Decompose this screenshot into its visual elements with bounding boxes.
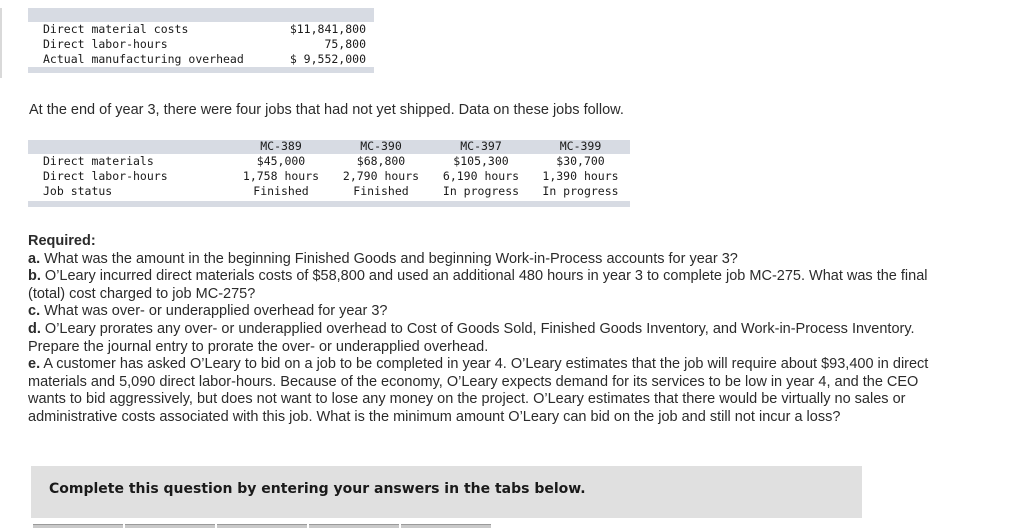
column-header-mc-397: MC-397 bbox=[460, 139, 502, 153]
row-label: Direct labor-hours bbox=[43, 37, 168, 51]
question-e bbox=[28, 356, 958, 426]
table-row bbox=[28, 37, 374, 52]
question-c bbox=[28, 303, 958, 321]
table-cell: Finished bbox=[253, 184, 309, 198]
row-label: Actual manufacturing overhead bbox=[43, 52, 244, 66]
table-cell: 1,758 hours bbox=[242, 169, 320, 183]
question-letter: b. bbox=[28, 268, 41, 285]
row-value: $ 9,552,000 bbox=[289, 52, 366, 66]
table-header-band bbox=[28, 8, 374, 22]
tab-required-b[interactable] bbox=[125, 524, 215, 528]
question-b bbox=[28, 268, 958, 303]
question-text: What was the amount in the beginning Finished Goods and beginning Work-in-Process accounts for year 3? bbox=[44, 250, 738, 267]
column-header-mc-390: MC-390 bbox=[360, 139, 402, 153]
table-footer-band bbox=[28, 67, 374, 73]
table-cell: Finished bbox=[353, 184, 409, 198]
tab-required-d[interactable] bbox=[309, 524, 399, 528]
row-value: 75,800 bbox=[324, 37, 366, 51]
jobs-table bbox=[28, 140, 630, 207]
table-cell: $105,300 bbox=[453, 154, 509, 168]
table-cell: 6,190 hours bbox=[442, 169, 520, 183]
row-label: Direct labor-hours bbox=[43, 169, 168, 183]
left-edge-rule bbox=[0, 8, 2, 78]
question-letter: a. bbox=[28, 250, 41, 267]
tab-required-c[interactable] bbox=[217, 524, 307, 528]
row-value: $11,841,800 bbox=[289, 22, 366, 36]
table-cell: 2,790 hours bbox=[342, 169, 420, 183]
intro-text: At the end of year 3, there were four jobs that had not yet shipped. Data on these jobs follow. bbox=[29, 102, 624, 118]
required-section bbox=[28, 233, 958, 427]
question-letter: d. bbox=[28, 320, 41, 337]
table-cell: In progress bbox=[542, 184, 619, 198]
cost-summary-table bbox=[28, 8, 374, 73]
table-row bbox=[28, 184, 630, 199]
question-d bbox=[28, 321, 958, 356]
table-row bbox=[28, 52, 374, 67]
question-text: O’Leary prorates any over- or underapplied overhead to Cost of Goods Sold, Finished Goods Inventory, and Work-in-Process Inventory. Prepare the journal entry to prorate the over- or underapplied overhead. bbox=[28, 320, 915, 355]
question-text: What was over- or underapplied overhead for year 3? bbox=[44, 303, 388, 320]
question-text: A customer has asked O’Leary to bid on a job to be completed in year 4. O’Leary estimates that the job will require about $93,400 in direct materials and 5,090 direct labor-hours. Because of the economy, O’Leary expects demand for its services to be low in year 4, and the CEO wants to bid aggressively, but does not want to lose any money on the project. O’Leary estimates that there would be virtually no sales or administrative costs associated with this job. What is the minimum amount O’Leary can bid on the job and still not incur a loss? bbox=[28, 356, 929, 425]
tab-required-e[interactable] bbox=[401, 524, 491, 528]
table-row bbox=[28, 22, 374, 37]
question-letter: c. bbox=[28, 303, 41, 320]
question-letter: e. bbox=[28, 356, 41, 373]
tab-required-a[interactable] bbox=[33, 524, 123, 528]
question-a bbox=[28, 251, 958, 269]
table-cell: 1,390 hours bbox=[542, 169, 619, 183]
answer-tabs bbox=[33, 524, 491, 528]
table-cell: $45,000 bbox=[256, 154, 306, 168]
table-footer-band bbox=[28, 201, 630, 207]
row-label: Direct material costs bbox=[43, 22, 189, 36]
table-row bbox=[28, 169, 630, 184]
question-text: O’Leary incurred direct materials costs of $58,800 and used an additional 480 hours in year 3 to complete job MC-275. What was the final (total) cost charged to job MC-275? bbox=[28, 268, 928, 302]
instruction-box bbox=[31, 466, 862, 518]
column-header-mc-389: MC-389 bbox=[260, 139, 302, 153]
instruction-text: Complete this question by entering your answers in the tabs below. bbox=[49, 481, 586, 497]
column-header-mc-399: MC-399 bbox=[559, 139, 602, 153]
row-label: Job status bbox=[43, 184, 113, 198]
table-cell: $68,800 bbox=[356, 154, 406, 168]
header-spacer bbox=[28, 139, 231, 154]
table-row bbox=[28, 154, 630, 169]
required-heading: Required: bbox=[28, 233, 96, 249]
table-header-row bbox=[28, 139, 630, 154]
row-label: Direct materials bbox=[43, 154, 154, 168]
table-cell: In progress bbox=[442, 184, 520, 198]
table-cell: $30,700 bbox=[556, 154, 605, 168]
